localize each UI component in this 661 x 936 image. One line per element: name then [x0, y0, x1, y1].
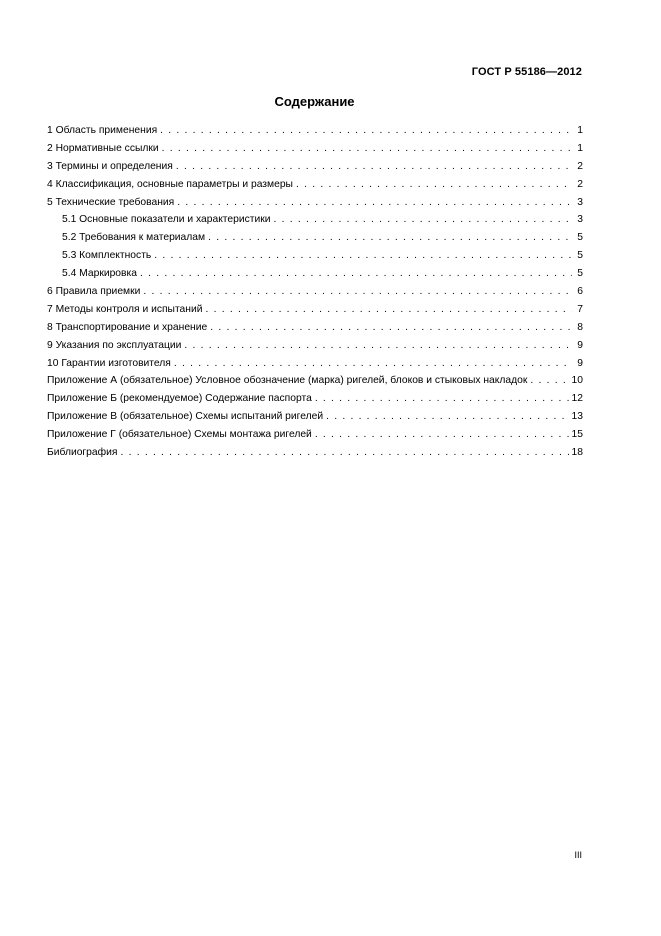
- document-id: ГОСТ Р 55186—2012: [471, 66, 582, 78]
- toc-entry[interactable]: [47, 250, 583, 268]
- toc-entry-page: 12: [571, 393, 583, 405]
- toc-entry[interactable]: [47, 143, 583, 161]
- toc-entry-page: 2: [577, 160, 583, 172]
- toc-entry-page: 1: [577, 142, 583, 154]
- toc-entry-page: 10: [571, 375, 583, 387]
- toc-entry[interactable]: [47, 447, 583, 465]
- toc-entry-page: 7: [577, 303, 583, 315]
- toc-entry-label: 5.3 Комплектность: [62, 250, 152, 262]
- toc-leader-dots: [143, 286, 572, 297]
- toc-entry[interactable]: [47, 375, 583, 393]
- toc-leader-dots: [296, 179, 572, 190]
- toc-entry-page: 5: [577, 232, 583, 244]
- toc-leader-dots: [160, 125, 572, 136]
- toc-entry[interactable]: [47, 214, 583, 232]
- toc-leader-dots: [530, 375, 568, 386]
- toc-leader-dots: [326, 411, 568, 422]
- toc-leader-dots: [208, 232, 572, 243]
- toc-entry-label: 5.4 Маркировка: [62, 268, 137, 280]
- toc-leader-dots: [162, 143, 572, 154]
- toc-entry-page: 13: [571, 411, 583, 423]
- toc-entry-page: 3: [577, 196, 583, 208]
- toc-entry[interactable]: [47, 304, 583, 322]
- toc-entry-label: 4 Классификация, основные параметры и размеры: [47, 178, 293, 190]
- toc-entry-page: 8: [577, 321, 583, 333]
- toc-leader-dots: [140, 268, 572, 279]
- toc-entry-label: 10 Гарантии изготовителя: [47, 357, 171, 369]
- toc-entry-page: 5: [577, 250, 583, 262]
- toc-entry[interactable]: [47, 411, 583, 429]
- toc-entry-label: 3 Термины и определения: [47, 160, 173, 172]
- toc-entry-page: 18: [571, 447, 583, 459]
- toc-entry-label: 7 Методы контроля и испытаний: [47, 303, 203, 315]
- toc-entry-page: 3: [577, 214, 583, 226]
- toc-leader-dots: [176, 161, 572, 172]
- page-title: Содержание: [274, 94, 355, 109]
- toc-leader-dots: [120, 447, 568, 458]
- toc-entry-label: 5 Технические требования: [47, 196, 175, 208]
- toc-entry-label: 2 Нормативные ссылки: [47, 142, 159, 154]
- toc-entry-page: 15: [571, 429, 583, 441]
- toc-entry[interactable]: [47, 322, 583, 340]
- toc-entry-page: 5: [577, 268, 583, 280]
- toc-entry[interactable]: [47, 286, 583, 304]
- toc-entry-page: 9: [577, 339, 583, 351]
- toc-entry-page: 2: [577, 178, 583, 190]
- toc-leader-dots: [154, 250, 572, 261]
- toc-leader-dots: [210, 322, 572, 333]
- toc-leader-dots: [184, 340, 572, 351]
- toc-entry-label: Приложение А (обязательное) Условное обозначение (марка) ригелей, блоков и стыковых накладок: [47, 375, 528, 387]
- toc-entry-label: 5.1 Основные показатели и характеристики: [62, 214, 271, 226]
- toc-leader-dots: [315, 429, 569, 440]
- toc-leader-dots: [315, 393, 569, 404]
- toc-entry-label: 8 Транспортирование и хранение: [47, 321, 208, 333]
- toc-entry-label: 5.2 Требования к материалам: [62, 232, 206, 244]
- toc-leader-dots: [274, 214, 573, 225]
- toc-entry[interactable]: [47, 197, 583, 215]
- toc-leader-dots: [177, 197, 572, 208]
- table-of-contents: [47, 125, 583, 465]
- toc-entry-label: 1 Область применения: [47, 125, 158, 136]
- toc-entry[interactable]: [47, 125, 583, 143]
- toc-entry[interactable]: [47, 161, 583, 179]
- page-number: III: [574, 850, 582, 860]
- toc-entry[interactable]: [47, 358, 583, 376]
- toc-entry-page: 6: [577, 286, 583, 298]
- toc-entry-label: Библиография: [47, 447, 118, 459]
- toc-entry-label: Приложение Б (рекомендуемое) Содержание паспорта: [47, 393, 312, 405]
- toc-entry-label: Приложение Г (обязательное) Схемы монтажа ригелей: [47, 429, 312, 441]
- toc-entry-label: 6 Правила приемки: [47, 286, 141, 298]
- toc-entry[interactable]: [47, 429, 583, 447]
- toc-entry-page: 1: [577, 125, 583, 136]
- toc-entry-label: Приложение В (обязательное) Схемы испытаний ригелей: [47, 411, 324, 423]
- toc-leader-dots: [174, 358, 572, 369]
- toc-entry[interactable]: [47, 232, 583, 250]
- toc-entry-page: 9: [577, 357, 583, 369]
- toc-entry[interactable]: [47, 340, 583, 358]
- toc-entry[interactable]: [47, 393, 583, 411]
- toc-entry-label: 9 Указания по эксплуатации: [47, 339, 182, 351]
- toc-entry[interactable]: [47, 268, 583, 286]
- toc-leader-dots: [205, 304, 572, 315]
- toc-entry[interactable]: [47, 179, 583, 197]
